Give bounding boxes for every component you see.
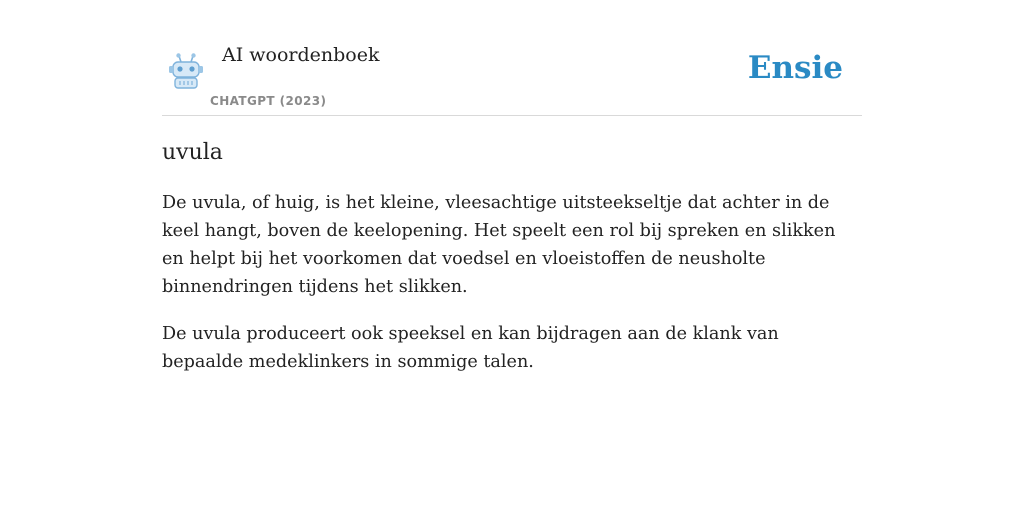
dictionary-title[interactable]: AI woordenboek bbox=[222, 44, 380, 66]
ensie-logo-link[interactable]: Ensie bbox=[747, 50, 843, 86]
page-content bbox=[162, 0, 862, 376]
entry-term: uvula bbox=[162, 140, 223, 165]
dictionary-header bbox=[162, 0, 862, 116]
source-label: CHATGPT (2023) bbox=[210, 94, 327, 108]
definition-paragraph: De uvula, of huig, is het kleine, vleesachtige uitsteekseltje dat achter in de keel hangt, boven de keelopening. Het speelt een rol bij spreken en slikken en helpt bij het voorkomen dat voedsel en vloeistoffen de neusholte binnendringen tijdens het slikken. bbox=[162, 193, 836, 297]
robot-icon bbox=[166, 52, 206, 90]
definition-paragraph: De uvula produceert ook speeksel en kan bijdragen aan de klank van bepaalde medeklinkers in sommige talen. bbox=[162, 324, 779, 372]
